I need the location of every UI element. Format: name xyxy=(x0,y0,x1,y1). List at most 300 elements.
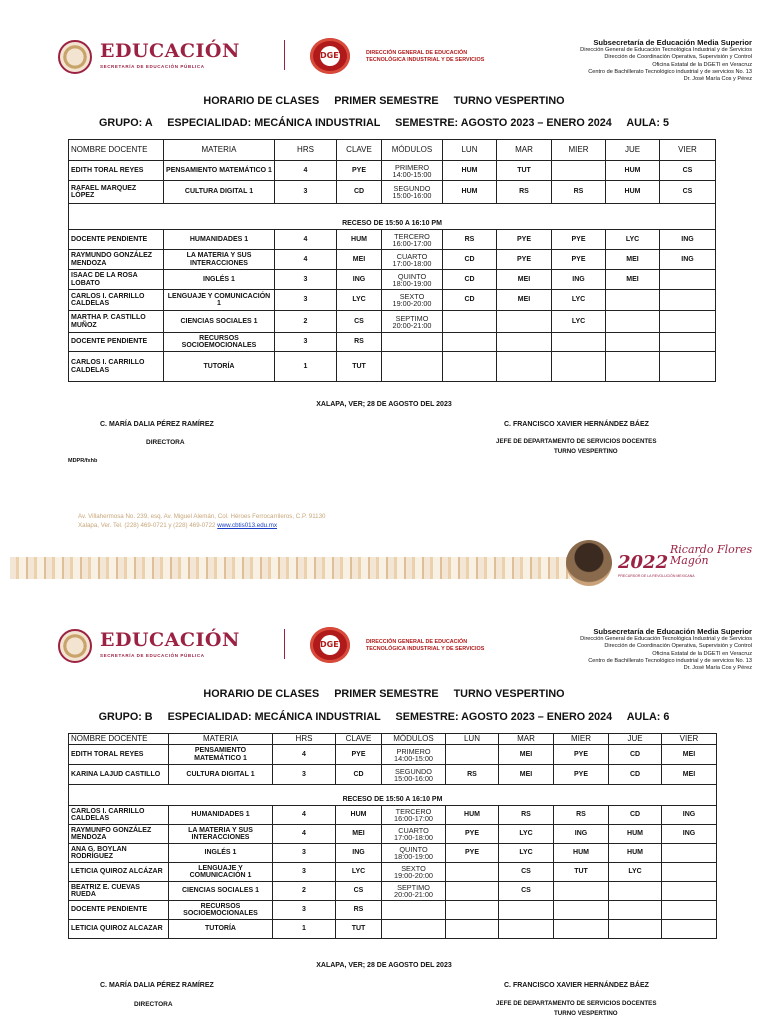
day-mar: MEI xyxy=(497,290,552,311)
day-mier: LYC xyxy=(552,311,606,333)
day-mar: CS xyxy=(499,882,554,901)
hours: 3 xyxy=(273,844,336,863)
day-jue xyxy=(606,352,660,382)
teacher-name: EDITH TORAL REYES xyxy=(69,745,169,765)
teacher-name: RAYMUNDO GONZÁLEZ MENDOZA xyxy=(69,250,164,270)
day-vier: ING xyxy=(662,825,717,844)
director-name: C. MARÍA DALIA PÉREZ RAMÍREZ xyxy=(100,421,214,428)
module-cell xyxy=(382,920,446,939)
subject-key: TUT xyxy=(336,920,382,939)
group-title: GRUPO: A ESPECIALIDAD: MECÁNICA INDUSTRIAL SEMESTRE: AGOSTO 2023 – ENERO 2024 AULA: 5 xyxy=(99,117,669,129)
teacher-name: DOCENTE PENDIENTE xyxy=(69,230,164,250)
subject-name: INGLÉS 1 xyxy=(164,270,275,290)
module-cell xyxy=(382,290,443,311)
module-time: 20:00-21:00 xyxy=(392,320,432,330)
module-name: CUARTO xyxy=(398,826,429,835)
module-cell xyxy=(382,806,446,825)
day-lun: PYE xyxy=(446,825,499,844)
column-header: HRS xyxy=(273,734,336,745)
recess-label: RECESO DE 15:50 A 16:10 PM xyxy=(69,785,717,806)
dgeti-mark: DGETI xyxy=(320,46,340,66)
department-head-name: C. FRANCISCO XAVIER HERNÁNDEZ BÁEZ xyxy=(504,982,649,989)
dgeti-line2: TECNOLÓGICA INDUSTRIAL Y DE SERVICIOS xyxy=(366,646,485,652)
module-cell xyxy=(382,333,443,352)
sep-subtitle: SECRETARÍA DE EDUCACIÓN PÚBLICA xyxy=(100,653,205,658)
teacher-name: EDITH TORAL REYES xyxy=(69,161,164,181)
day-mier: HUM xyxy=(554,844,609,863)
module-name: CUARTO xyxy=(396,251,428,261)
subject-name: PENSAMIENTO MATEMÁTICO 1 xyxy=(164,161,275,181)
day-jue: CD xyxy=(609,745,662,765)
director-role: DIRECTORA xyxy=(146,439,185,446)
column-header: MÓDULOS xyxy=(382,140,443,161)
module-time: 16:00-17:00 xyxy=(394,814,433,823)
day-vier: CS xyxy=(660,181,716,204)
institution-line1: Dirección General de Educación Tecnológica Industrial y de Servicios xyxy=(580,47,752,53)
subject-name: TUTORÍA xyxy=(169,920,273,939)
module-cell xyxy=(382,765,446,785)
schedule-table-group-a xyxy=(68,139,716,382)
day-jue: HUM xyxy=(609,844,662,863)
subject-key: MEI xyxy=(336,825,382,844)
hours: 4 xyxy=(273,825,336,844)
subject-key: TUT xyxy=(337,352,382,382)
module-cell xyxy=(382,844,446,863)
hours: 3 xyxy=(273,901,336,920)
table-row xyxy=(69,333,716,352)
subject-name: HUMANIDADES 1 xyxy=(164,230,275,250)
day-lun: CD xyxy=(443,250,497,270)
module-name: SEPTIMO xyxy=(397,883,430,892)
recess-row xyxy=(69,785,717,806)
column-header: LUN xyxy=(446,734,499,745)
hours: 4 xyxy=(273,806,336,825)
director-name: C. MARÍA DALIA PÉREZ RAMÍREZ xyxy=(100,982,214,989)
column-header: VIER xyxy=(662,734,717,745)
institution-header xyxy=(580,627,752,672)
flores-magon-portrait-icon xyxy=(566,540,612,586)
teacher-name: CARLOS I. CARRILLO CALDELAS xyxy=(69,352,164,382)
module-time: 15:00-16:00 xyxy=(392,191,432,200)
day-lun: CD xyxy=(443,270,497,290)
dgeti-line1: DIRECCIÓN GENERAL DE EDUCACIÓN xyxy=(366,50,468,56)
module-cell xyxy=(382,270,443,290)
subject-name: CULTURA DIGITAL 1 xyxy=(169,765,273,785)
mexico-seal-icon xyxy=(58,629,92,663)
hours: 4 xyxy=(273,745,336,765)
teacher-name: CARLOS I. CARRILLO CALDELAS xyxy=(69,290,164,311)
subject-key: CS xyxy=(336,882,382,901)
day-vier xyxy=(660,311,716,333)
day-jue xyxy=(609,920,662,939)
day-mar xyxy=(499,920,554,939)
day-jue: LYC xyxy=(609,863,662,882)
day-lun: HUM xyxy=(443,181,497,204)
day-jue: MEI xyxy=(606,250,660,270)
table-row xyxy=(69,920,717,939)
subject-key: RS xyxy=(336,901,382,920)
dgeti-line2: TECNOLÓGICA INDUSTRIAL Y DE SERVICIOS xyxy=(366,57,485,63)
column-header: LUN xyxy=(443,140,497,161)
flores-magon-logo xyxy=(566,540,766,586)
teacher-name: CARLOS I. CARRILLO CALDELAS xyxy=(69,806,169,825)
day-vier: MEI xyxy=(662,765,717,785)
table-row xyxy=(69,352,716,382)
module-cell xyxy=(382,230,443,250)
day-jue xyxy=(609,901,662,920)
module-time: 15:00-16:00 xyxy=(394,773,433,783)
teacher-name: MARTHA P. CASTILLO MUÑOZ xyxy=(69,311,164,333)
hours: 4 xyxy=(275,230,337,250)
day-lun: CD xyxy=(443,290,497,311)
dgeti-logo xyxy=(310,38,530,76)
day-mier: PYE xyxy=(552,250,606,270)
day-mar xyxy=(497,333,552,352)
table-row xyxy=(69,901,717,920)
hours: 3 xyxy=(275,181,337,204)
subject-name: RECURSOS SOCIOEMOCIONALES xyxy=(164,333,275,352)
day-mar: MEI xyxy=(497,270,552,290)
module-cell xyxy=(382,901,446,920)
day-mar: RS xyxy=(497,181,552,204)
column-header: JUE xyxy=(606,140,660,161)
day-vier xyxy=(662,863,717,882)
subject-key: RS xyxy=(337,333,382,352)
teacher-name: DOCENTE PENDIENTE xyxy=(69,901,169,920)
address-line1: Av. Villahermosa No. 239, esq. Av. Miguel Alemán, Col. Héroes Ferrocarrileros, C.P. 91130 xyxy=(78,513,326,520)
teacher-name: KARINA LAJUD CASTILLO xyxy=(69,765,169,785)
module-cell xyxy=(382,311,443,333)
day-vier xyxy=(660,290,716,311)
day-lun xyxy=(446,920,499,939)
table-row xyxy=(69,806,717,825)
day-mier xyxy=(552,161,606,181)
table-row xyxy=(69,181,716,204)
column-header: MAR xyxy=(497,140,552,161)
institution-line2: Dirección de Coordinación Operativa, Supervisión y Control xyxy=(604,54,752,61)
hours: 4 xyxy=(275,161,337,181)
department-head-shift: TURNO VESPERTINO xyxy=(554,1010,618,1017)
educacion-logo xyxy=(58,627,273,665)
module-time: 14:00-15:00 xyxy=(392,169,432,179)
educacion-wordmark: EDUCACIÓN xyxy=(100,40,240,62)
institution-line1: Dirección General de Educación Tecnológica Industrial y de Servicios xyxy=(580,636,752,642)
hours: 3 xyxy=(273,863,336,882)
module-name: SEPTIMO xyxy=(395,313,429,323)
director-role: DIRECTORA xyxy=(134,1001,173,1008)
column-header: MATERIA xyxy=(169,734,273,745)
mexico-seal-icon xyxy=(58,40,92,74)
table-row xyxy=(69,844,717,863)
table-row xyxy=(69,745,717,765)
table-row xyxy=(69,230,716,250)
column-header: CLAVE xyxy=(336,734,382,745)
day-mar: MEI xyxy=(499,765,554,785)
day-lun xyxy=(443,352,497,382)
subject-name: TUTORÍA xyxy=(164,352,275,382)
institution-line5: Dr. José María Cos y Pérez xyxy=(683,665,752,672)
subject-name: INGLÉS 1 xyxy=(169,844,273,863)
day-lun: RS xyxy=(446,765,499,785)
day-vier: ING xyxy=(660,230,716,250)
day-jue: HUM xyxy=(606,161,660,181)
dgeti-logo xyxy=(310,627,530,665)
logo-divider xyxy=(284,629,285,659)
day-jue xyxy=(606,311,660,333)
module-name: TERCERO xyxy=(394,231,430,241)
table-row xyxy=(69,765,717,785)
hours: 2 xyxy=(273,882,336,901)
institution-line4: Centro de Bachillerato Tecnológico industrial y de servicios No. 13 xyxy=(588,68,752,75)
subject-name: LENGUAJE Y COMUNICACIÓN 1 xyxy=(169,863,273,882)
date-line: XALAPA, VER; 28 DE AGOSTO DEL 2023 xyxy=(316,962,452,969)
date-line: XALAPA, VER; 28 DE AGOSTO DEL 2023 xyxy=(316,401,452,408)
subject-key: HUM xyxy=(337,230,382,250)
website-link[interactable]: www.cbtis013.edu.mx xyxy=(217,522,278,529)
day-mier xyxy=(554,920,609,939)
subject-name: LENGUAJE Y COMUNICACIÓN 1 xyxy=(164,290,275,311)
table-row xyxy=(69,882,717,901)
subject-key: CD xyxy=(336,765,382,785)
day-vier xyxy=(660,352,716,382)
schedule-table-group-b xyxy=(68,733,717,939)
department-head-name: C. FRANCISCO XAVIER HERNÁNDEZ BÁEZ xyxy=(504,421,649,428)
header-row xyxy=(69,734,717,745)
module-cell xyxy=(382,352,443,382)
day-mier: PYE xyxy=(554,745,609,765)
dgeti-line1: DIRECCIÓN GENERAL DE EDUCACIÓN xyxy=(366,639,468,645)
day-lun xyxy=(446,882,499,901)
day-mier: ING xyxy=(554,825,609,844)
subject-key: CS xyxy=(337,311,382,333)
day-mar: LYC xyxy=(499,825,554,844)
teacher-name: BEATRIZ E. CUEVAS RUEDA xyxy=(69,882,169,901)
day-mar: LYC xyxy=(499,844,554,863)
module-name: QUINTO xyxy=(399,845,428,854)
column-header: CLAVE xyxy=(337,140,382,161)
initials: MDPR/fxhb xyxy=(68,458,98,464)
day-mier xyxy=(554,882,609,901)
day-vier: ING xyxy=(662,806,717,825)
subject-name: CIENCIAS SOCIALES 1 xyxy=(164,311,275,333)
educacion-logo xyxy=(58,38,273,76)
table-row xyxy=(69,863,717,882)
table-row xyxy=(69,290,716,311)
hours: 3 xyxy=(275,333,337,352)
day-jue: LYC xyxy=(606,230,660,250)
day-mar: MEI xyxy=(499,745,554,765)
day-vier: MEI xyxy=(662,745,717,765)
department-head-shift: TURNO VESPERTINO xyxy=(554,448,618,455)
module-time: 18:00-19:00 xyxy=(392,278,432,288)
teacher-name: ISAAC DE LA ROSA LOBATO xyxy=(69,270,164,290)
module-time: 14:00-15:00 xyxy=(394,753,433,763)
subject-name: LA MATERIA Y SUS INTERACCIONES xyxy=(169,825,273,844)
module-cell xyxy=(382,181,443,204)
banner-subtitle: PRECURSOR DE LA REVOLUCIÓN MEXICANA xyxy=(618,574,695,578)
day-mar: TUT xyxy=(497,161,552,181)
day-mar: CS xyxy=(499,863,554,882)
module-cell xyxy=(382,161,443,181)
day-vier xyxy=(662,901,717,920)
subject-key: PYE xyxy=(337,161,382,181)
day-vier xyxy=(662,882,717,901)
day-mier: PYE xyxy=(552,230,606,250)
day-jue xyxy=(606,333,660,352)
teacher-name: DOCENTE PENDIENTE xyxy=(69,333,164,352)
institution-line5: Dr. José María Cos y Pérez xyxy=(683,76,752,83)
day-vier: CS xyxy=(660,161,716,181)
column-header: NOMBRE DOCENTE xyxy=(69,140,164,161)
day-vier xyxy=(662,920,717,939)
module-time: 20:00-21:00 xyxy=(394,890,433,899)
banner-year: 2022 xyxy=(618,552,669,573)
hours: 3 xyxy=(273,765,336,785)
day-vier xyxy=(662,844,717,863)
column-header: HRS xyxy=(275,140,337,161)
schedule-title: HORARIO DE CLASES PRIMER SEMESTRE TURNO VESPERTINO xyxy=(203,688,565,700)
address-line2: Xalapa, Ver. Tel. (228) 469-0721 y (228) 469-0722 xyxy=(78,522,218,529)
module-time: 19:00-20:00 xyxy=(392,299,432,308)
column-header: MIER xyxy=(552,140,606,161)
header-row xyxy=(69,140,716,161)
subject-name: PENSAMIENTO MATEMÁTICO 1 xyxy=(169,745,273,765)
recess-row xyxy=(69,204,716,230)
sep-subtitle: SECRETARÍA DE EDUCACIÓN PÚBLICA xyxy=(100,64,205,69)
module-name: SEGUNDO xyxy=(393,184,431,193)
module-time: 19:00-20:00 xyxy=(394,871,433,880)
institution-line3: Oficina Estatal de la DGETI en Veracruz xyxy=(652,650,752,657)
module-name: SEXTO xyxy=(401,864,426,873)
day-mier: PYE xyxy=(554,765,609,785)
day-mier: LYC xyxy=(552,290,606,311)
day-lun: HUM xyxy=(443,161,497,181)
day-lun xyxy=(446,901,499,920)
hours: 3 xyxy=(275,270,337,290)
day-jue: CD xyxy=(609,806,662,825)
hours: 4 xyxy=(275,250,337,270)
module-cell xyxy=(382,745,446,765)
day-vier xyxy=(660,333,716,352)
hours: 2 xyxy=(275,311,337,333)
dgeti-gear-icon xyxy=(310,627,350,663)
subject-key: PYE xyxy=(336,745,382,765)
subject-name: LA MATERIA Y SUS INTERACCIONES xyxy=(164,250,275,270)
subject-name: CULTURA DIGITAL 1 xyxy=(164,181,275,204)
table-row xyxy=(69,161,716,181)
module-time: 17:00-18:00 xyxy=(394,833,433,842)
subsecretaria-title: Subsecretaría de Educación Media Superior xyxy=(593,627,752,636)
subject-key: MEI xyxy=(337,250,382,270)
table-row xyxy=(69,825,717,844)
institution-line4: Centro de Bachillerato Tecnológico industrial y de servicios No. 13 xyxy=(588,657,752,664)
department-head-role: JEFE DE DEPARTAMENTO DE SERVICIOS DOCENTES xyxy=(496,438,657,445)
column-header: VIER xyxy=(660,140,716,161)
subject-name: CIENCIAS SOCIALES 1 xyxy=(169,882,273,901)
day-vier: ING xyxy=(660,250,716,270)
teacher-name: RAFAEL MARQUEZ LÓPEZ xyxy=(69,181,164,204)
module-time: 16:00-17:00 xyxy=(392,238,432,248)
teacher-name: LETICIA QUIROZ ALCAZAR xyxy=(69,920,169,939)
column-header: NOMBRE DOCENTE xyxy=(69,734,169,745)
teacher-name: ANA G. BOYLAN RODRÍGUEZ xyxy=(69,844,169,863)
column-header: MAR xyxy=(499,734,554,745)
module-cell xyxy=(382,882,446,901)
module-cell xyxy=(382,825,446,844)
module-name: QUINTO xyxy=(397,271,427,281)
teacher-name: LETICIA QUIROZ ALCÁZAR xyxy=(69,863,169,882)
day-mier xyxy=(552,333,606,352)
day-lun: PYE xyxy=(446,844,499,863)
day-mar: RS xyxy=(499,806,554,825)
institution-line2: Dirección de Coordinación Operativa, Supervisión y Control xyxy=(604,643,752,650)
day-jue: HUM xyxy=(606,181,660,204)
module-name: SEXTO xyxy=(399,292,425,301)
address-block xyxy=(78,512,326,530)
day-mar xyxy=(499,901,554,920)
day-lun xyxy=(443,333,497,352)
module-name: PRIMERO xyxy=(394,162,430,172)
institution-header xyxy=(580,38,752,83)
subject-key: ING xyxy=(337,270,382,290)
day-jue: CD xyxy=(609,765,662,785)
day-lun: HUM xyxy=(446,806,499,825)
day-jue xyxy=(609,882,662,901)
table-row xyxy=(69,250,716,270)
subject-key: HUM xyxy=(336,806,382,825)
day-mier: TUT xyxy=(554,863,609,882)
banner-name: Ricardo Flores Magón xyxy=(670,543,753,567)
educacion-wordmark: EDUCACIÓN xyxy=(100,629,240,651)
column-header: MÓDULOS xyxy=(382,734,446,745)
subject-key: ING xyxy=(336,844,382,863)
dgeti-gear-icon xyxy=(310,38,350,74)
day-lun xyxy=(446,745,499,765)
subject-key: LYC xyxy=(337,290,382,311)
column-header: JUE xyxy=(609,734,662,745)
table-row xyxy=(69,311,716,333)
group-title: GRUPO: B ESPECIALIDAD: MECÁNICA INDUSTRIAL SEMESTRE: AGOSTO 2023 – ENERO 2024 AULA: 6 xyxy=(98,711,670,723)
day-mier: RS xyxy=(552,181,606,204)
module-cell xyxy=(382,863,446,882)
recess-label: RECESO DE 15:50 A 16:10 PM xyxy=(69,204,716,230)
day-lun xyxy=(446,863,499,882)
decorative-band xyxy=(10,557,570,579)
day-jue xyxy=(606,290,660,311)
day-mar: PYE xyxy=(497,250,552,270)
column-header: MATERIA xyxy=(164,140,275,161)
column-header: MIER xyxy=(554,734,609,745)
teacher-name: RAYMUNFO GONZÁLEZ MENDOZA xyxy=(69,825,169,844)
schedule-title: HORARIO DE CLASES PRIMER SEMESTRE TURNO VESPERTINO xyxy=(203,95,565,107)
day-mar xyxy=(497,311,552,333)
hours: 1 xyxy=(275,352,337,382)
day-mier xyxy=(552,352,606,382)
module-name: SEGUNDO xyxy=(395,766,432,776)
department-head-role: JEFE DE DEPARTAMENTO DE SERVICIOS DOCENTES xyxy=(496,1000,657,1007)
day-lun xyxy=(443,311,497,333)
subject-key: CD xyxy=(337,181,382,204)
module-name: PRIMERO xyxy=(396,746,431,756)
subject-name: HUMANIDADES 1 xyxy=(169,806,273,825)
subsecretaria-title: Subsecretaría de Educación Media Superior xyxy=(593,38,752,47)
hours: 1 xyxy=(273,920,336,939)
subject-name: RECURSOS SOCIOEMOCIONALES xyxy=(169,901,273,920)
dgeti-mark: DGETI xyxy=(320,635,340,655)
day-mar xyxy=(497,352,552,382)
day-mier xyxy=(554,901,609,920)
day-jue: MEI xyxy=(606,270,660,290)
